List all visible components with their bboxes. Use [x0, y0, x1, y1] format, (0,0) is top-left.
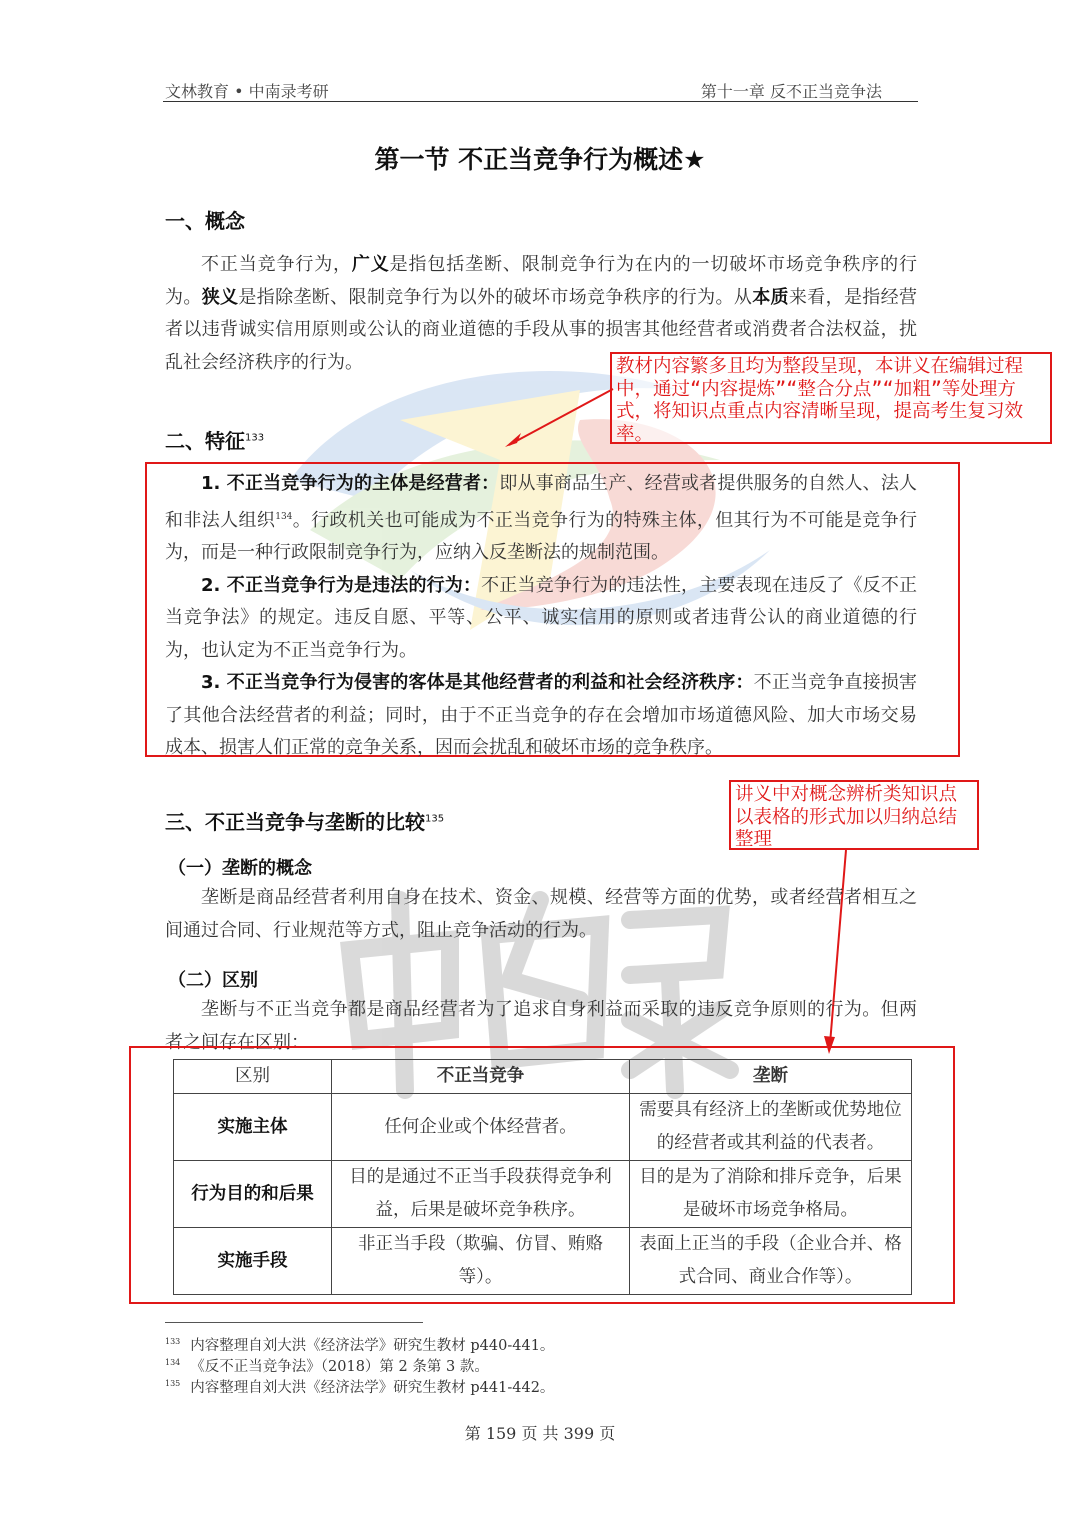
footnote: $^{135}$ 内容整理自刘大洪《经济法学》研究生教材 p441-442。 [165, 1379, 555, 1396]
table-header-cell: 不正当竞争 [332, 1060, 630, 1094]
heading-features: 二、特征$^{133}$ [165, 429, 265, 453]
table-header-cell: 区别 [174, 1060, 332, 1094]
header-right: 第十一章 反不正当竞争法 [700, 82, 882, 101]
feature-item-1: 1. 不正当竞争行为的主体是经营者：即从事商品生产、经营或者提供服务的自然人、法人和非法人组织$^{134}$。行政机关也可能成为不正当竞争行为的特殊主体，但其行为不可能是竞争行为，而是一种行政限制竞争行为，应纳入反垄断法的规制范围。 [165, 473, 918, 563]
row-label: 行为目的和后果 [174, 1161, 332, 1228]
footnote: $^{133}$ 内容整理自刘大洪《经济法学》研究生教材 p440-441。 [165, 1337, 555, 1354]
table-cell: 目的是通过不正当手段获得竞争利益，后果是破坏竞争秩序。 [332, 1161, 630, 1228]
annotation-note-table: 讲义中对概念辨析类知识点以表格的形式加以归纳总结整理 [729, 780, 979, 850]
header-left: 文林教育 • 中南录考研 [165, 82, 329, 101]
table-header-row [174, 1060, 912, 1094]
monopoly-concept-paragraph: 垄断是商品经营者利用自身在技术、资金、规模、经营等方面的优势，或者经营者相互之间通过合同、行业规范等方式，阻止竞争活动的行为。 [165, 887, 917, 941]
heading-comparison: 三、不正当竞争与垄断的比较$^{135}$ [165, 810, 445, 834]
subheading-difference: （二）区别 [168, 970, 258, 991]
feature-item-3: 3. 不正当竞争行为侵害的客体是其他经营者的利益和社会经济秩序：不正当竞争直接损害了其他合法经营者的利益；同时，由于不正当竞争的存在会增加市场道德风险、加大市场交易成本、损害人们正常的竞争关系，因而会扰乱和破坏市场的竞争秩序。 [165, 672, 917, 758]
table-row [174, 1161, 912, 1228]
table-cell: 目的是为了消除和排斥竞争，后果是破坏市场竞争格局。 [630, 1161, 912, 1228]
header-rule [163, 101, 918, 102]
table-cell: 非正当手段（欺骗、仿冒、贿赂等）。 [332, 1228, 630, 1295]
table-header-cell: 垄断 [630, 1060, 912, 1094]
concept-paragraph: 不正当竞争行为，广义是指包括垄断、限制竞争行为在内的一切破坏市场竞争秩序的行为。狭义是指除垄断、限制竞争行为以外的破坏市场竞争秩序的行为。从本质来看，是指经营者以违背诚实信用原则或公认的商业道德的手段从事的损害其他经营者或消费者合法权益，扰乱社会经济秩序的行为。 [165, 254, 918, 373]
table-row [174, 1094, 912, 1161]
section-title: 第一节 不正当竞争行为概述★ [374, 145, 706, 174]
footnote-rule [165, 1322, 423, 1323]
features-list [165, 468, 917, 765]
table-row [174, 1228, 912, 1295]
table-cell: 表面上正当的手段（企业合并、格式合同、商业合作等）。 [630, 1228, 912, 1295]
table-cell: 需要具有经济上的垄断或优势地位的经营者或其利益的代表者。 [630, 1094, 912, 1161]
heading-concept: 一、概念 [165, 209, 245, 233]
annotation-arrow-1 [495, 385, 620, 455]
row-label: 实施手段 [174, 1228, 332, 1295]
table-cell: 任何企业或个体经营者。 [332, 1094, 630, 1161]
annotation-note-editing: 教材内容繁多且均为整段呈现，本讲义在编辑过程中，通过“内容提炼”“整合分点”“加粗”等处理方式，将知识点重点内容清晰呈现，提高考生复习效率。 [610, 352, 1052, 444]
feature-item-2: 2. 不正当竞争行为是违法的行为：不正当竞争行为的违法性，主要表现在违反了《反不正当竞争法》的规定。违反自愿、平等、公平、诚实信用的原则或者违背公认的商业道德的行为，也认定为不正当竞争行为。 [165, 574, 917, 661]
page-number: 第 159 页 共 399 页 [464, 1424, 616, 1443]
subheading-monopoly-concept: （一）垄断的概念 [168, 858, 312, 879]
row-label: 实施主体 [174, 1094, 332, 1161]
comparison-table [173, 1059, 912, 1295]
difference-paragraph: 垄断与不正当竞争都是商品经营者为了追求自身利益而采取的违反竞争原则的行为。但两者之间存在区别： [165, 999, 917, 1053]
footnote: $^{134}$ 《反不正当竞争法》（2018）第 2 条第 3 款。 [165, 1358, 489, 1375]
